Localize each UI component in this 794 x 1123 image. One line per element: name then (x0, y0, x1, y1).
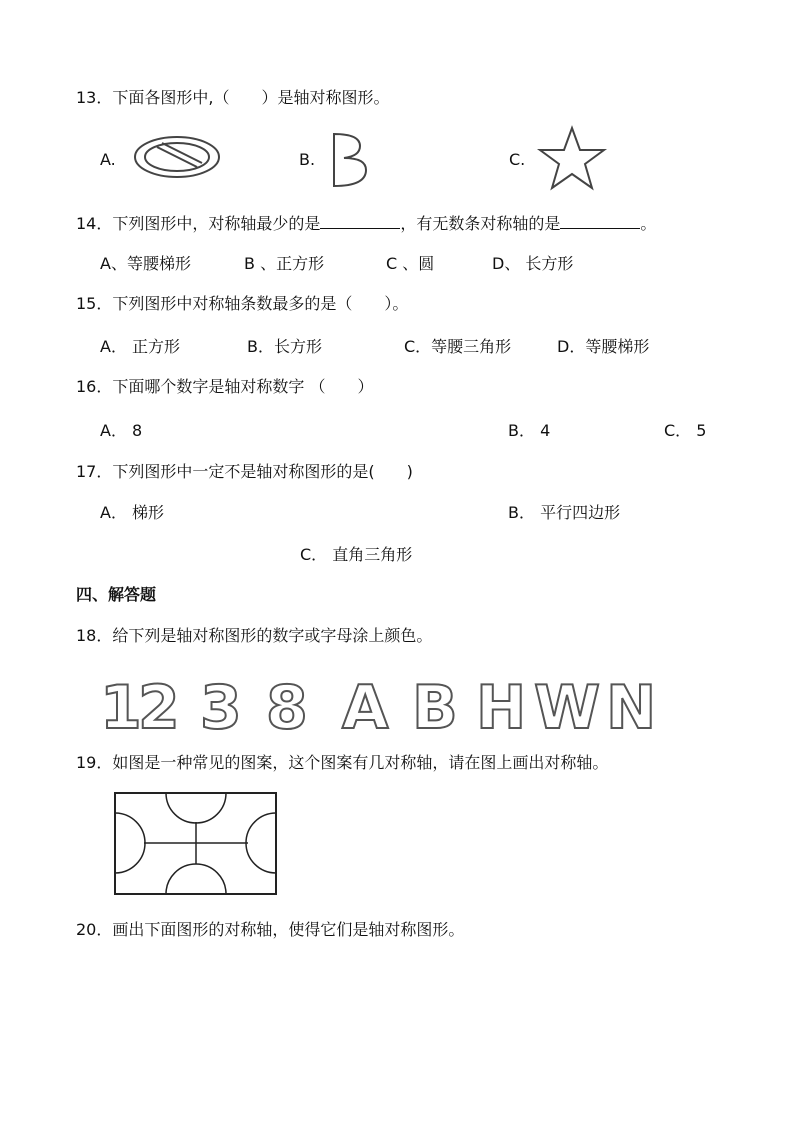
q17-option-a: A． 梯形 (100, 503, 165, 522)
q14-option-c: C 、圆 (386, 254, 435, 273)
q13-option-a-label: A. (100, 150, 116, 169)
q14-stem-end: 。 (640, 214, 657, 233)
outlined-glyph-b[interactable]: B (412, 673, 458, 743)
question-18-stem: 18．给下列是轴对称图形的数字或字母涂上颜色。 (76, 626, 433, 645)
q14-option-d: D、 长方形 (492, 254, 574, 273)
q14-option-a: A、等腰梯形 (100, 254, 191, 273)
no-sign-ellipse-icon (132, 134, 222, 180)
q14-option-b: B 、正方形 (244, 254, 325, 273)
question-17-stem: 17．下列图形中一定不是轴对称图形的是( ) (76, 462, 413, 481)
outlined-glyph-w[interactable]: W (534, 673, 601, 743)
q15-option-c: C．等腰三角形 (404, 337, 512, 356)
q16-option-c: C． 5 (664, 421, 707, 440)
q14-stem-mid: ，有无数条对称轴的是 (400, 214, 561, 233)
question-20-stem: 20．画出下面图形的对称轴，使得它们是轴对称图形。 (76, 920, 465, 939)
question-16-stem: 16．下面哪个数字是轴对称数字 （ ） (76, 377, 374, 396)
question-19-stem: 19．如图是一种常见的图案，这个图案有几对称轴，请在图上画出对称轴。 (76, 753, 609, 772)
q15-option-a: A． 正方形 (100, 337, 181, 356)
letter-b-shape-icon (330, 132, 370, 188)
outlined-glyph-8[interactable]: 8 (266, 673, 308, 743)
outlined-glyph-h[interactable]: H (476, 673, 527, 743)
q17-option-c: C． 直角三角形 (300, 545, 413, 564)
q16-option-b: B． 4 (508, 421, 551, 440)
court-pattern-figure[interactable] (114, 792, 278, 896)
outlined-glyph-1[interactable]: 1 (100, 673, 142, 743)
outlined-glyph-row (90, 668, 670, 743)
q15-option-b: B．长方形 (247, 337, 322, 356)
q15-option-d: D．等腰梯形 (557, 337, 650, 356)
q17-option-b: B． 平行四边形 (508, 503, 621, 522)
outlined-glyph-n[interactable]: N (606, 673, 657, 743)
q13-option-c-label: C. (509, 150, 526, 169)
question-14-stem (76, 212, 656, 234)
section-4-title: 四、解答题 (76, 585, 157, 604)
q14-stem-prefix: 14．下列图形中，对称轴最少的是 (76, 214, 321, 233)
outlined-glyph-3[interactable]: 3 (200, 673, 242, 743)
outlined-glyph-2[interactable]: 2 (138, 673, 180, 743)
outlined-glyph-a[interactable]: A (342, 673, 389, 743)
q16-option-a: A． 8 (100, 421, 143, 440)
question-13-stem: 13．下面各图形中,（ ）是轴对称图形。 (76, 88, 390, 107)
q14-blank-1[interactable] (320, 212, 400, 229)
q14-blank-2[interactable] (560, 212, 640, 229)
q13-option-b-label: B. (299, 150, 316, 169)
question-15-stem: 15．下列图形中对称轴条数最多的是（ ）。 (76, 294, 409, 313)
star-icon (538, 126, 606, 192)
